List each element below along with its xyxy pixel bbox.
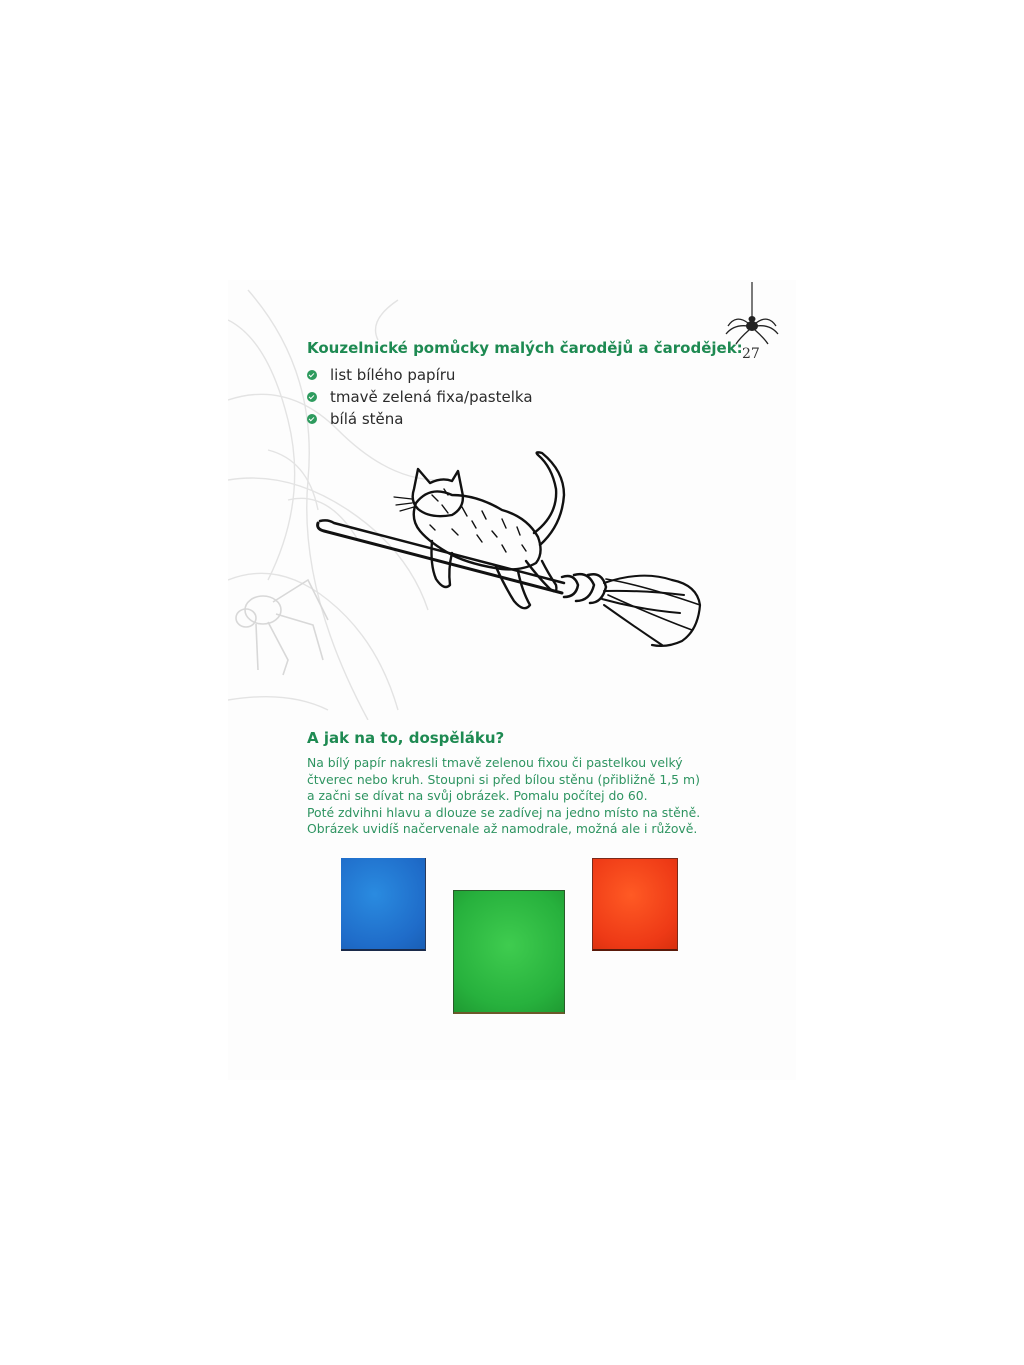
check-icon: [307, 414, 317, 424]
page-number: 27: [742, 346, 760, 362]
list-item-label: tmavě zelená fixa/pastelka: [330, 388, 533, 406]
blue-painted-square: [341, 858, 426, 951]
tools-list: [307, 364, 533, 430]
instructions-line: Obrázek uvidíš načervenale až namodrale, možná ale i růžově.: [307, 821, 698, 836]
list-item-label: list bílého papíru: [330, 366, 456, 384]
instructions-line: čtverec nebo kruh. Stoupni si před bílou stěnu (přibližně 1,5 m): [307, 771, 700, 787]
instructions-heading: A jak na to, dospěláku?: [307, 729, 505, 747]
list-item: [307, 386, 533, 408]
cat-on-broom-icon: [312, 445, 704, 655]
tools-heading: Kouzelnické pomůcky malých čarodějů a čarodějek:: [307, 339, 743, 357]
instructions-line: Poté zdvihni hlavu a dlouze se zadívej na jedno místo na stěně.: [307, 804, 701, 820]
red-painted-square: [592, 858, 678, 951]
check-icon: [307, 370, 317, 380]
spider-icon: [722, 282, 780, 346]
instructions-line: a začni se dívat na svůj obrázek. Pomalu počítej do 60.: [307, 788, 648, 803]
instructions-text: [307, 755, 707, 838]
green-painted-square: [453, 890, 565, 1014]
list-item-label: bílá stěna: [330, 410, 404, 428]
list-item: [307, 364, 533, 386]
instructions-line: Na bílý papír nakresli tmavě zelenou fixou či pastelkou velký: [307, 755, 683, 770]
list-item: [307, 408, 533, 430]
check-icon: [307, 392, 317, 402]
